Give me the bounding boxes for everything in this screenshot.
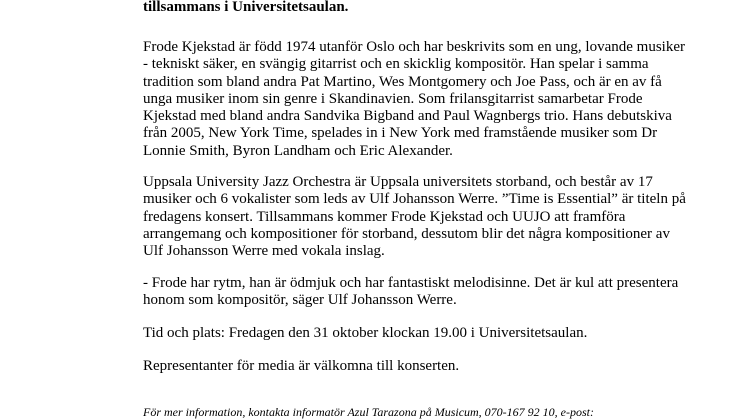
paragraph-media [143, 358, 703, 375]
paragraph-quote [143, 275, 703, 310]
text-line: Lonnie Smith, Byron Landham och Eric Alexander. [143, 142, 453, 159]
text-line: Kjekstad med bland andra Sandvika Bigband and Paul Wagnbergs trio. Hans debutskiva [143, 108, 672, 125]
text-line: från 2005, New York Time, spelades in i New York med framstående musiker som Dr [143, 125, 658, 142]
text-line: Frode Kjekstad är född 1974 utanför Oslo och har beskrivits som en ung, lovande musiker [143, 39, 685, 55]
text-line: musiker och 6 vokalister som leds av Ulf Johansson Werre. ”Time is Essential” är titeln på [143, 191, 686, 208]
text-line: honom som kompositör, säger Ulf Johansson Werre. [143, 292, 457, 309]
text-line: arrangemang och kompositioner för storband, dessutom blir det några kompositioner av [143, 225, 670, 242]
text-line: - tekniskt säker, en svängig gitarrist och en skicklig kompositör. Han spelar i samma [143, 56, 649, 73]
text-line: - Frode har rytm, han är ödmjuk och har fantastiskt melodisinne. Det är kul att presentera [143, 275, 679, 291]
paragraph-time-place [143, 325, 703, 342]
headline-line: tillsammans i Universitetsaulan. [143, 0, 349, 15]
headline-tail [143, 0, 703, 16]
text-line: Tid och plats: Fredagen den 31 oktober klockan 19.00 i Universitetsaulan. [143, 325, 588, 341]
text-line: Uppsala University Jazz Orchestra är Uppsala universitets storband, och består av 17 [143, 174, 653, 190]
text-line: fredagens konsert. Tillsammans kommer Frode Kjekstad och UUJO att framföra [143, 208, 626, 225]
footer-contact-info [143, 405, 703, 419]
text-line: unga musiker inom sin genre i Skandinavien. Som frilansgitarrist samarbetar Frode [143, 90, 643, 107]
text-line: Representanter för media är välkomna till konserten. [143, 358, 460, 374]
text-line: Ulf Johansson Werre med vokala inslag. [143, 243, 385, 260]
paragraph-orchestra [143, 174, 703, 260]
footer-line: För mer information, kontakta informatör Azul Tarazona på Musicum, 070-167 92 10, e-post: [143, 405, 595, 419]
paragraph-artist-bio [143, 39, 703, 160]
text-line: tradition som bland andra Pat Martino, Wes Montgomery och Joe Pass, och är en av få [143, 73, 662, 90]
